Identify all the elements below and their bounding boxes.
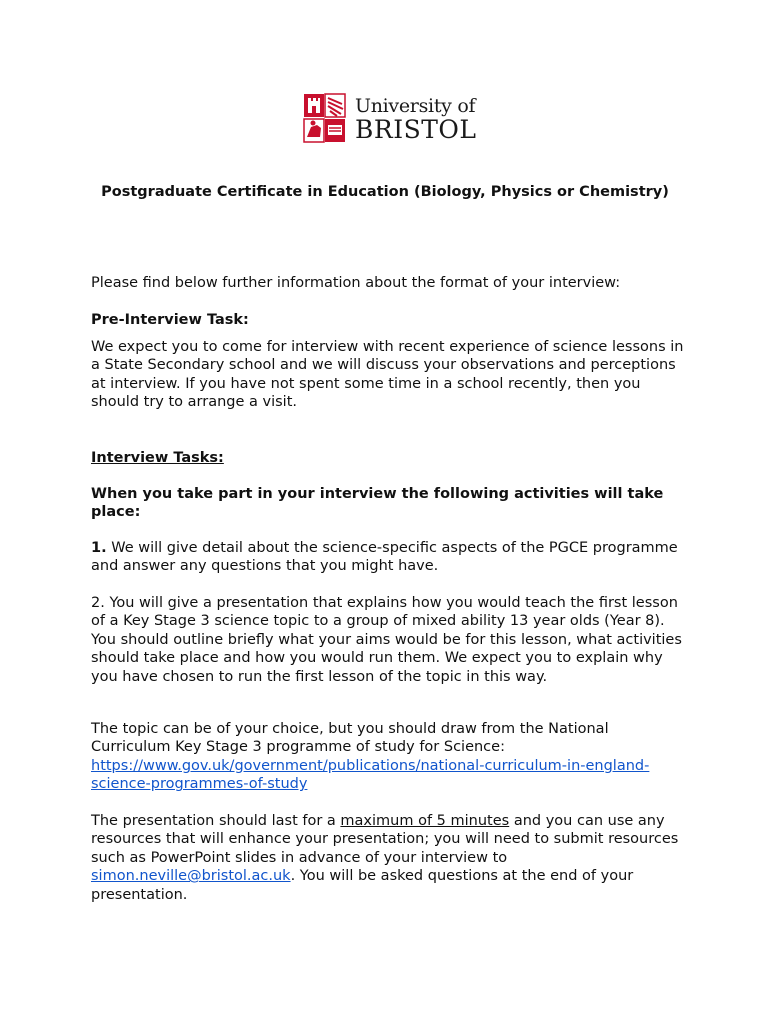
presentation-time-limit: maximum of 5 minutes: [340, 813, 510, 829]
university-crest-icon: [303, 92, 353, 146]
task-item-1-number: 1.: [91, 540, 107, 556]
task-item-1: [91, 539, 687, 576]
pre-interview-heading: Pre-Interview Task:: [91, 312, 249, 328]
intro-paragraph: Please find below further information about the format of your interview:: [91, 275, 621, 291]
document-title: Postgraduate Certificate in Education (Biology, Physics or Chemistry): [101, 184, 669, 200]
curriculum-link[interactable]: https://www.gov.uk/government/publications/national-curriculum-in-england-science-programmes-of-study: [91, 757, 650, 793]
task-item-1-text: We will give detail about the science-specific aspects of the PGCE programme and answer any questions that you might have.: [91, 540, 678, 575]
presentation-text-3: . You will be asked questions at the end of your presentation.: [91, 868, 634, 903]
pre-interview-paragraph: We expect you to come for interview with recent experience of science lessons in a State Secondary school and we will discuss your observations and perceptions at interview. If you have not spent some time in a school recently, then you should try to arrange a visit.: [91, 339, 684, 411]
topic-paragraph: [91, 720, 687, 794]
interview-tasks-heading: Interview Tasks:: [91, 450, 224, 466]
email-link[interactable]: simon.neville@bristol.ac.uk: [91, 868, 291, 885]
interview-tasks-subheading: When you take part in your interview the following activities will take place:: [91, 486, 664, 521]
presentation-text-1: The presentation should last for a: [91, 813, 341, 829]
task-item-2: 2. You will give a presentation that explains how you would teach the first lesson of a Key Stage 3 science topic to a group of mixed ability 13 year olds (Year 8). You should outline briefly what your aims would be for this lesson, what activities should take place and how you would run them. We expect you to explain why you have chosen to run the first lesson of the topic in this way.: [91, 595, 682, 685]
presentation-paragraph: [91, 812, 687, 904]
presentation-text-2: and you can use any resources that will enhance your presentation; you will need to submit resources such as PowerPoint slides in advance of your interview to: [91, 813, 679, 866]
logo-text-bristol: BRISTOL: [355, 115, 477, 144]
university-logo: [303, 92, 477, 146]
topic-text: The topic can be of your choice, but you should draw from the National Curriculum Key Stage 3 programme of study for Science:: [91, 721, 609, 756]
logo-text-university-of: University of: [355, 95, 476, 117]
